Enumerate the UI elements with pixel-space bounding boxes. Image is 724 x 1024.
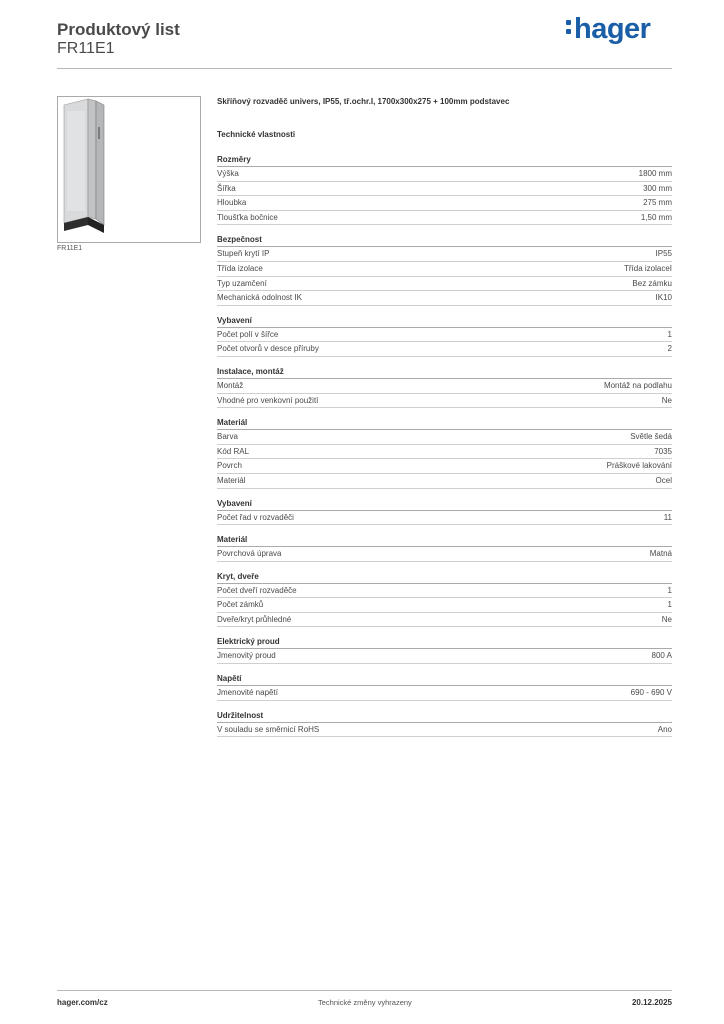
section-title: Materiál (217, 417, 672, 430)
footer-divider (57, 990, 672, 991)
spec-label: Jmenovité napětí (217, 688, 278, 698)
cabinet-illustration (58, 97, 200, 242)
spec-row (217, 445, 672, 460)
spec-section (217, 417, 672, 488)
spec-value: Bez zámku (632, 278, 672, 288)
spec-value: 800 A (651, 651, 672, 661)
spec-row (217, 342, 672, 357)
section-title: Kryt, dveře (217, 571, 672, 584)
spec-value: Montáž na podlahu (603, 380, 672, 390)
spec-value: Ne (661, 395, 672, 405)
spec-row (217, 196, 672, 211)
spec-value: 300 mm (643, 183, 672, 193)
spec-label: Výška (217, 169, 239, 178)
spec-row (217, 459, 672, 474)
product-description: Skříňový rozvaděč univers, IP55, tř.ochr.I, 1700x300x275 + 100mm podstavec (217, 97, 510, 106)
spec-row (217, 182, 672, 197)
section-title: Napětí (217, 673, 672, 686)
spec-value: Ne (661, 614, 672, 624)
footer-website[interactable]: hager.com/cz (57, 998, 108, 1007)
product-image (57, 96, 201, 243)
spec-row (217, 723, 672, 738)
spec-label: Mechanická odolnost IK (217, 293, 302, 303)
spec-row (217, 379, 672, 394)
spec-section (217, 234, 672, 305)
spec-value: 11 (663, 512, 672, 522)
spec-content (217, 97, 672, 746)
spec-label: Počet zámků (217, 600, 264, 610)
section-title: Bezpečnost (217, 234, 672, 247)
spec-section (217, 315, 672, 357)
page-title: Produktový list (57, 20, 180, 39)
spec-row (217, 291, 672, 306)
spec-label: Tloušťka bočnice (217, 212, 278, 222)
section-title: Elektrický proud (217, 636, 672, 649)
spec-value: Světle šedá (630, 432, 672, 442)
spec-section (217, 710, 672, 738)
spec-label: Povrchová úprava (217, 549, 282, 559)
spec-value: Matná (649, 549, 672, 559)
spec-value: IK10 (655, 293, 672, 303)
spec-row (217, 211, 672, 226)
spec-label: Počet řad v rozvaděči (217, 512, 294, 522)
spec-value: 1 (667, 600, 672, 610)
footer-note: Technické změny vyhrazeny (318, 998, 412, 1007)
section-title: Materiál (217, 534, 672, 547)
section-title: Instalace, montáž (217, 366, 672, 379)
spec-label: Hloubka (217, 198, 247, 208)
spec-value: 7035 (654, 446, 672, 456)
spec-value: Práškové lakování (606, 461, 672, 471)
spec-row (217, 394, 672, 409)
hager-logo (566, 13, 650, 46)
spec-value: Ano (657, 724, 672, 734)
section-title: Vybavení (217, 315, 672, 328)
spec-sections (217, 154, 672, 737)
spec-value: 275 mm (643, 198, 672, 208)
section-title: Udržitelnost (217, 710, 672, 723)
spec-value: 1 (667, 585, 672, 595)
spec-section (217, 673, 672, 701)
spec-value: 2 (667, 344, 672, 354)
spec-section (217, 498, 672, 526)
spec-label: Barva (217, 432, 238, 442)
spec-value: IP55 (655, 249, 672, 259)
image-caption: FR11E1 (57, 245, 83, 252)
spec-label: Materiál (217, 475, 246, 485)
spec-row (217, 328, 672, 343)
spec-row (217, 598, 672, 613)
spec-section (217, 534, 672, 562)
spec-row (217, 511, 672, 526)
spec-row (217, 547, 672, 562)
spec-section (217, 154, 672, 225)
spec-row (217, 430, 672, 445)
spec-value: Ocel (655, 475, 672, 485)
header-divider (57, 68, 672, 69)
spec-label: V souladu se směrnicí RoHS (217, 724, 320, 734)
spec-section (217, 571, 672, 628)
spec-row (217, 613, 672, 628)
spec-row (217, 686, 672, 701)
spec-label: Vhodné pro venkovní použití (217, 395, 319, 405)
product-code: FR11E1 (57, 40, 115, 57)
spec-value: 1 (667, 329, 672, 339)
spec-label: Počet dveří rozvaděče (217, 585, 297, 595)
spec-label: Typ uzamčení (217, 278, 267, 288)
tech-properties-title: Technické vlastnosti (217, 130, 296, 139)
spec-value: 1,50 mm (640, 212, 672, 222)
spec-label: Kód RAL (217, 446, 250, 456)
logo-dots-icon (566, 18, 572, 36)
spec-row (217, 584, 672, 599)
spec-label: Dveře/kryt průhledné (217, 614, 292, 624)
spec-label: Třída izolace (217, 263, 263, 273)
spec-value: Třída izolaceI (623, 263, 672, 273)
spec-row (217, 474, 672, 489)
spec-row (217, 649, 672, 664)
spec-row (217, 262, 672, 277)
section-title: Vybavení (217, 498, 672, 511)
spec-section (217, 366, 672, 408)
spec-label: Počet polí v šířce (217, 329, 279, 339)
spec-label: Povrch (217, 461, 242, 471)
spec-label: Jmenovitý proud (217, 651, 276, 661)
spec-label: Šířka (217, 183, 236, 193)
spec-section (217, 636, 672, 664)
spec-row (217, 247, 672, 262)
spec-label: Stupeň krytí IP (217, 249, 270, 259)
spec-value: 690 - 690 V (630, 688, 672, 698)
footer-date: 20.12.2025 (631, 998, 672, 1007)
spec-value: 1800 mm (638, 169, 672, 178)
section-title: Rozměry (217, 154, 672, 167)
spec-row (217, 167, 672, 182)
spec-label: Počet otvorů v desce příruby (217, 344, 319, 354)
spec-label: Montáž (217, 380, 244, 390)
spec-row (217, 277, 672, 292)
brand-name: hager (574, 13, 651, 45)
